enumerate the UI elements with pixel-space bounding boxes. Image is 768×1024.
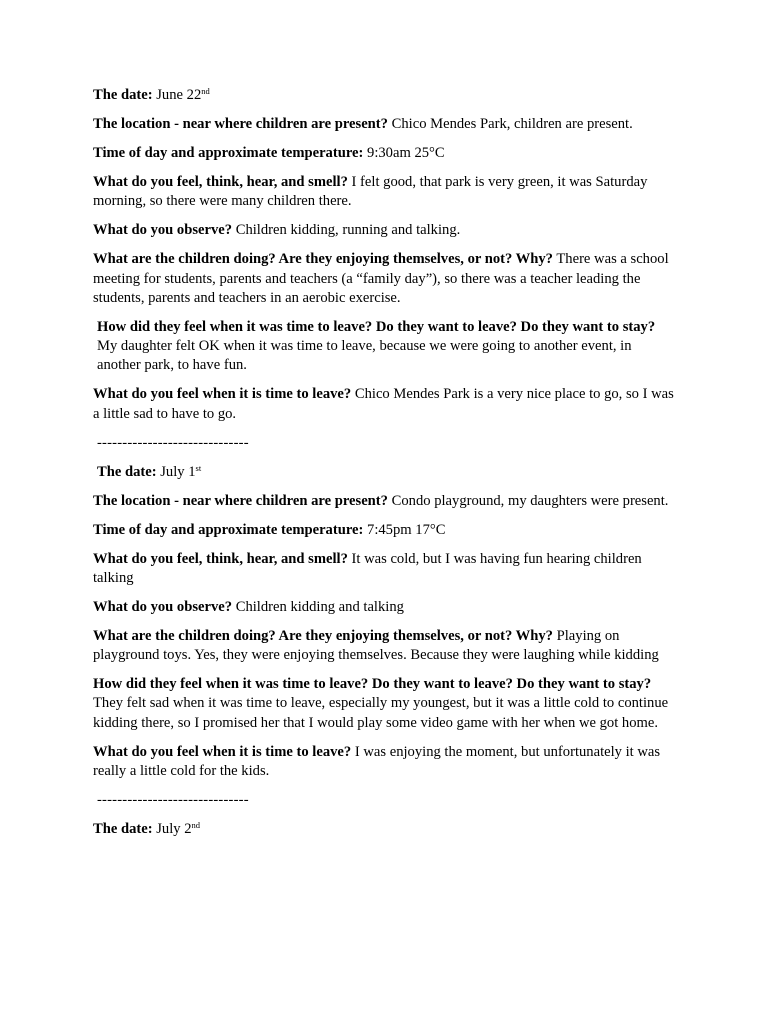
document-page — [93, 86, 677, 849]
question: What are the children doing? Are they enjoying themselves, or not? Why? — [93, 251, 553, 268]
qa-you-feel-leave — [93, 385, 677, 424]
question: Time of day and approximate temperature: — [93, 521, 364, 538]
answer: I felt good, that park is very green, it was Saturday morning, so there were many children there. — [93, 173, 648, 210]
qa-time-to-leave — [93, 318, 677, 376]
answer: I was enjoying the moment, but unfortunately it was really a little cold for the kids. — [93, 743, 661, 780]
answer: Children kidding and talking — [235, 598, 404, 615]
entry-date — [93, 463, 677, 482]
date-label: The date: — [93, 87, 153, 103]
question: What do you observe? — [93, 222, 233, 239]
entry-date — [93, 820, 677, 839]
answer: Children kidding, running and talking. — [235, 222, 461, 239]
qa-feel-think — [93, 173, 677, 212]
qa-time-to-leave — [93, 675, 677, 733]
answer: It was cold, but I was having fun hearing children talking — [93, 550, 642, 586]
qa-observe — [93, 221, 677, 240]
answer: 7:45pm 17°C — [367, 521, 446, 538]
date-suffix: nd — [191, 819, 201, 830]
question: How did they feel when it was time to leave? Do they want to leave? Do they want to stay? — [93, 676, 652, 693]
question: What do you observe? — [93, 598, 233, 615]
answer: Playing on playground toys. Yes, they were enjoying themselves. Because they were laughing while kidding — [93, 627, 659, 664]
qa-feel-think — [93, 550, 677, 589]
date-label: The date: — [93, 820, 153, 837]
question: What do you feel when it is time to leave? — [93, 386, 352, 403]
question: What do you feel, think, hear, and smell? — [93, 173, 348, 190]
date-suffix: nd — [201, 86, 210, 96]
answer: Chico Mendes Park is a very nice place to go, so I was a little sad to have to go. — [93, 386, 674, 422]
qa-location — [93, 492, 677, 511]
answer: They felt sad when it was time to leave, especially my youngest, but it was a little cold to continue kidding there, so I promised her that I would play some video game with her when we got home. — [93, 695, 669, 731]
entry-date — [93, 86, 677, 105]
question: The location - near where children are present? — [93, 115, 388, 132]
qa-you-feel-leave — [93, 743, 677, 782]
date-value: July 2 — [156, 820, 192, 837]
question: The location - near where children are present? — [93, 492, 388, 509]
date-label: The date: — [97, 463, 157, 480]
qa-children-doing — [93, 250, 677, 308]
qa-children-doing — [93, 627, 677, 666]
qa-observe — [93, 598, 677, 617]
answer: 9:30am 25°C — [367, 144, 445, 161]
separator-line: ------------------------------ — [97, 434, 249, 451]
question: What are the children doing? Are they enjoying themselves, or not? Why? — [93, 627, 553, 644]
qa-time-temperature — [93, 144, 677, 163]
question: What do you feel when it is time to leave? — [93, 743, 352, 760]
question: What do you feel, think, hear, and smell? — [93, 550, 348, 567]
qa-time-temperature — [93, 521, 677, 540]
question: How did they feel when it was time to leave? Do they want to leave? Do they want to stay? — [97, 318, 656, 335]
separator-line: ------------------------------ — [97, 792, 249, 808]
date-suffix: st — [195, 462, 202, 473]
qa-location — [93, 115, 677, 134]
answer: Condo playground, my daughters were present. — [391, 492, 669, 509]
question: Time of day and approximate temperature: — [93, 144, 364, 161]
date-value: July 1 — [160, 463, 196, 480]
answer: My daughter felt OK when it was time to leave, because we were going to another event, in another park, to have fun. — [97, 338, 632, 374]
answer: Chico Mendes Park, children are present. — [391, 115, 633, 132]
answer: There was a school meeting for students, parents and teachers (a “family day”), so there was a teacher leading the students, parents and teachers in an aerobic exercise. — [93, 251, 669, 306]
date-value: June 22 — [156, 87, 202, 103]
